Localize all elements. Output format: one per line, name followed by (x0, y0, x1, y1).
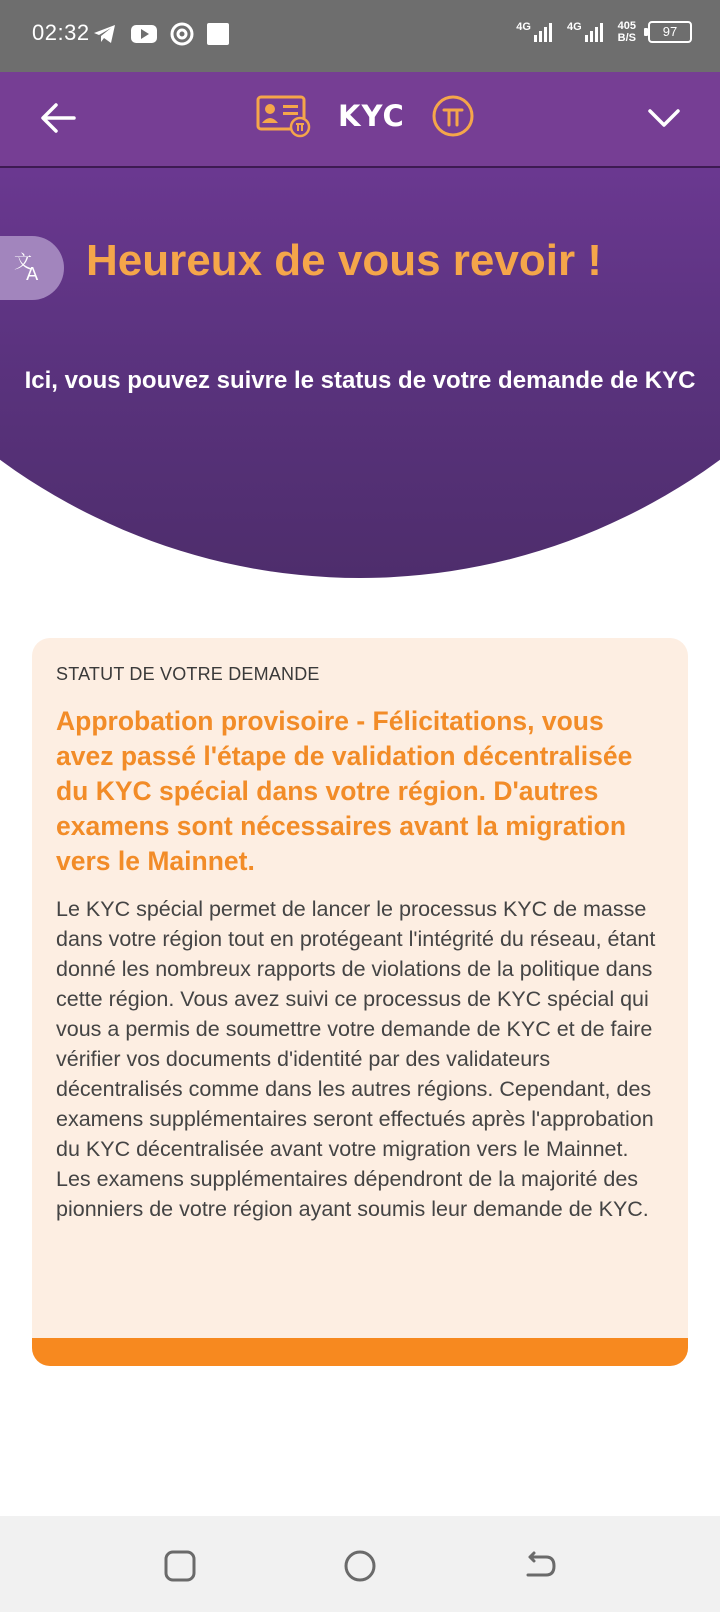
clock: 02:32 (32, 20, 90, 45)
back-arrow-icon[interactable] (520, 1546, 560, 1586)
pi-coin-icon (431, 94, 475, 138)
signal-1: 4G (516, 21, 555, 43)
youtube-icon (130, 23, 158, 45)
square-notification-icon (206, 22, 230, 46)
arrow-left-icon[interactable] (36, 96, 80, 140)
app-header (0, 72, 720, 168)
system-nav-bar (0, 1516, 720, 1612)
signal-2: 4G (567, 21, 606, 43)
status-bar (0, 0, 720, 72)
translate-button[interactable] (0, 236, 64, 300)
telegram-icon (92, 22, 118, 46)
status-description: Le KYC spécial permet de lancer le processus KYC de masse dans votre région tout en protégeant l'intégrité du réseau, étant donné les nombreux rapports de violations de la politique dans cette région. Vous avez suivi ce processus de KYC spécial qui vous a permis de soumettre votre demande de KYC et de faire vérifier vos documents d'identité par des validateurs décentralisés comme dans les autres régions. Cependant, des examens supplémentaires seront effectués après l'approbation du KYC décentralisée avant votre migration vers le Mainnet. Les examens supplémentaires dépendront de la majorité des pionniers de votre région ayant soumis leur demande de KYC. (56, 897, 656, 1221)
signal-bars-icon (584, 21, 606, 43)
chevron-down-icon[interactable] (644, 98, 684, 138)
id-card-pi-icon (256, 94, 312, 138)
status-accent-bar (32, 1338, 688, 1366)
network-speed: 405 B/S (617, 20, 636, 44)
status-label: STATUT DE VOTRE DEMANDE (56, 664, 320, 684)
kyc-status-card (32, 638, 688, 1366)
translate-icon (0, 236, 64, 300)
home-circle-icon[interactable] (340, 1546, 380, 1586)
system-icons (516, 20, 692, 44)
hero-section (0, 168, 720, 578)
notification-icons (92, 22, 230, 46)
battery-indicator: 97 (648, 21, 692, 43)
welcome-title: Heureux de vous revoir ! (86, 236, 602, 285)
header-title: KYC (338, 99, 405, 133)
status-text: Approbation provisoire - Félicitations, vous avez passé l'étape de validation décentralisée du KYC spécial dans votre région. D'autres examens sont nécessaires avant la migration vers le Mainnet. (56, 706, 633, 876)
welcome-subtitle: Ici, vous pouvez suivre le status de votre demande de KYC (24, 367, 696, 394)
svg-text:文: 文 (14, 252, 32, 273)
recent-apps-icon[interactable] (160, 1546, 200, 1586)
signal-bars-icon (533, 21, 555, 43)
header-title-group (256, 94, 475, 138)
svg-text:A: A (26, 264, 39, 285)
app-icon (170, 22, 194, 46)
